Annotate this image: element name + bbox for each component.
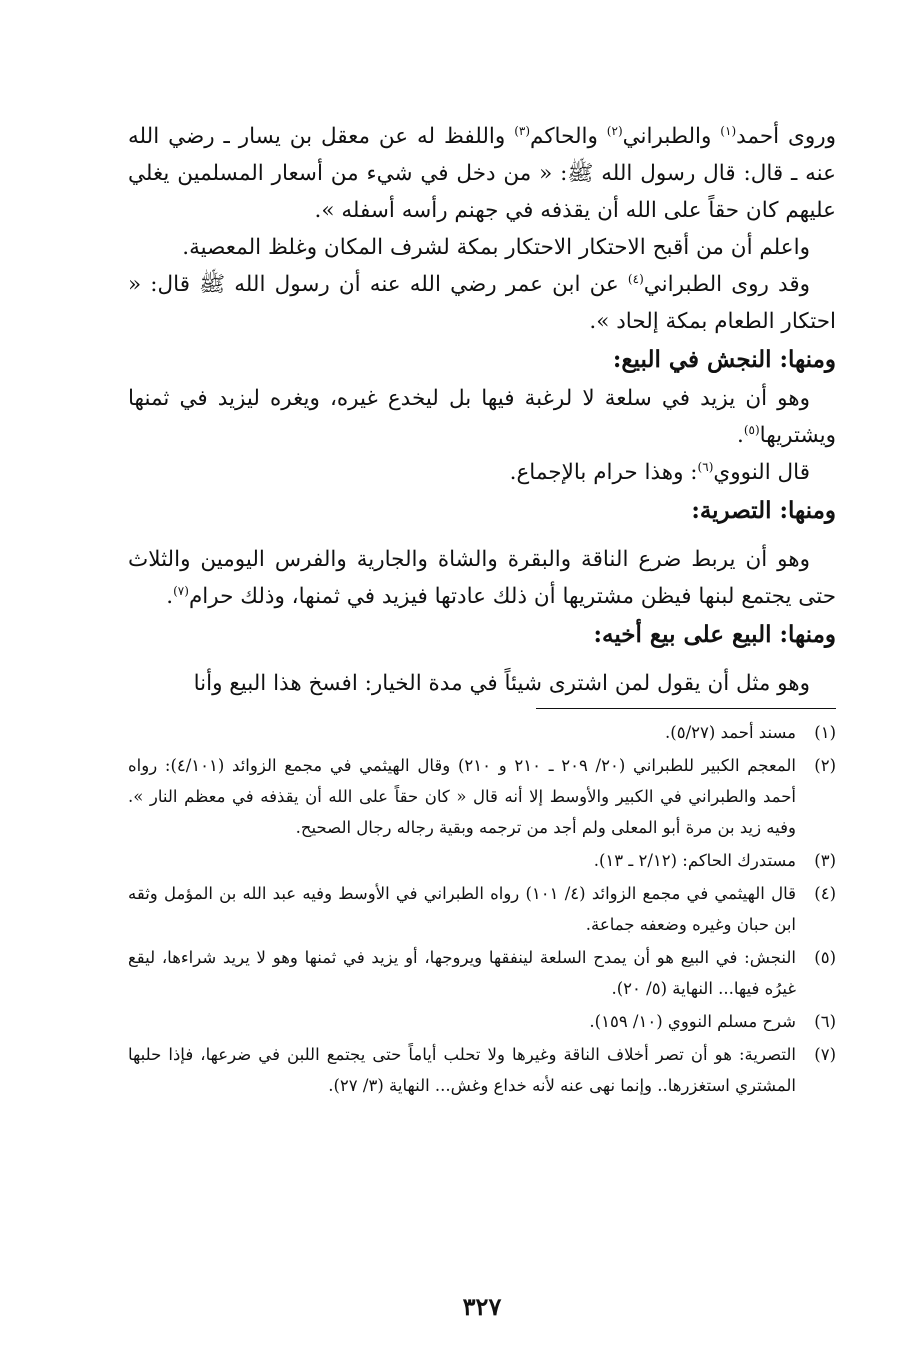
footnote-number: (٣) [814,851,836,870]
footnote-number: (٦) [814,1012,836,1031]
footnote-3 [128,845,836,876]
footnote-ref-6: (٦) [697,459,714,474]
footnote-text: التصرية: هو أن تصر أخلاف الناقة وغيرها ولا تحلب أياماً حتى يجتمع اللبن في ضرعها، فإذا حلبها المشتري استغزرها.. وإنما نهى عنه لأنه خداع وغش... النهاية (٣/ ٢٧). [128,1045,796,1095]
footnote-2 [128,750,836,843]
paragraph-tabarani-hadith: وقد روى الطبراني$^{(٤)}$ عن ابن عمر رضي الله عنه أن رسول الله ﷺ قال: « احتكار الطعام بمكة إلحاد ». [128,271,836,334]
paragraph-nawawi-quote: قال النووي$^{(٦)}$: وهذا حرام بالإجماع. [509,459,810,485]
footnote-ref-1: (١) [720,123,737,138]
footnote-text: النجش: في البيع هو أن يمدح السلعة لينفقها ويروجها، أو يزيد في ثمنها وهو لا يريد شراءها، ليقع غيرُه فيها... النهاية (٥/ ٢٠). [128,948,796,998]
footnote-ref-7: (٧) [173,583,189,598]
footnote-divider [536,708,836,709]
footnote-text: شرح مسلم النووي (١٠/ ١٥٩). [589,1012,796,1031]
footnote-7 [128,1039,836,1101]
footnote-text: مسند أحمد (٥/٢٧). [665,723,796,742]
footnote-number: (٧) [814,1045,836,1064]
paragraph-mecca-hoarding: واعلم أن من أقبح الاحتكار الاحتكار بمكة لشرف المكان وغلظ المعصية. [182,235,810,260]
paragraph-ahmad-hadith: وروى أحمد$^{(١)}$ والطبراني$^{(٢)}$ والحاكم$^{(٣)}$ واللفظ له عن معقل بن يسار ـ رضي الله عنه ـ قال: قال رسول الله ﷺ: « من دخل في شيء من أسعار المسلمين يغلي عليهم كان حقاً على الله أن يقذفه في جهنم رأسه أسفله ». [128,123,836,223]
heading-selling-over-brother: ومنها: البيع على بيع أخيه: [593,621,836,648]
footnote-text: المعجم الكبير للطبراني (٢٠/ ٢٠٩ ـ ٢١٠ و ٢١٠) وقال الهيثمي في مجمع الزوائد (٤/١٠١): رواه أحمد والطبراني في الكبير والأوسط إلا أنه قال « كان حقاً على الله أن يقذفه في معظم النار ». وفيه زيد بن مرة أبو المعلى ولم أجد من ترجمه وبقية رجاله رجال الصحيح. [128,756,797,837]
heading-najsh: ومنها: النجش في البيع: [612,346,836,373]
page-number: ٣٢٧ [462,1292,502,1321]
heading-tasriya: ومنها: التصرية: [691,497,836,524]
footnote-text: قال الهيثمي في مجمع الزوائد (٤/ ١٠١) رواه الطبراني في الأوسط وفيه عبد الله بن المؤمل وثقه ابن حبان وغيره وضعفه جماعة. [128,884,796,934]
footnote-ref-3: (٣) [514,123,531,138]
footnote-6 [128,1006,836,1037]
paragraph-selling-definition: وهو مثل أن يقول لمن اشترى شيئاً في مدة الخيار: افسخ هذا البيع وأنا [193,671,810,696]
footnote-number: (٥) [814,948,836,967]
main-text [128,118,836,702]
footnote-ref-4: (٤) [627,271,644,286]
footnote-5 [128,942,836,1004]
footnotes-section [128,717,836,1101]
footnote-ref-5: (٥) [743,422,760,437]
book-page [128,118,836,1338]
footnote-number: (١) [814,723,836,742]
footnote-number: (٢) [814,756,836,775]
footnote-4 [128,878,836,940]
paragraph-najsh-definition: وهو أن يزيد في سلعة لا لرغبة فيها بل ليخدع غيره، ويغره ليزيد في ثمنها ويشتريها$^{(٥)}$. [128,386,836,448]
footnote-text: مستدرك الحاكم: (٢/١٢ ـ ١٣). [593,851,796,870]
footnote-1 [128,717,836,748]
paragraph-tasriya-definition: وهو أن يربط ضرع الناقة والبقرة والشاة والجارية والفرس اليومين والثلاث حتى يجتمع لبنها فيظن مشتريها أن ذلك عادتها فيزيد في ثمنها، وذلك حرام$^{(٧)}$. [128,547,836,609]
footnote-ref-2: (٢) [606,123,623,138]
footnote-number: (٤) [814,884,836,903]
